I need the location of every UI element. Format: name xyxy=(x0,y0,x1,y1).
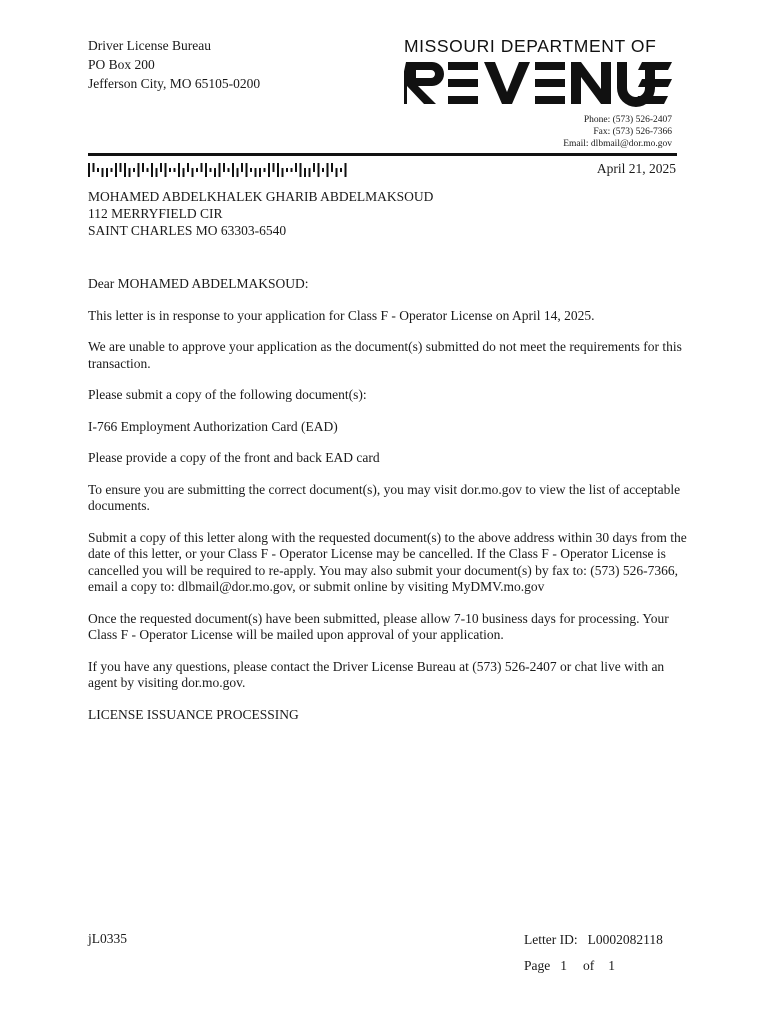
barcode-bar xyxy=(178,163,180,177)
barcode-bar xyxy=(120,163,122,172)
barcode-bar xyxy=(111,168,113,172)
barcode-bar xyxy=(97,168,99,172)
barcode-bar xyxy=(124,163,126,177)
agency-fax: Fax: (573) 526-7366 xyxy=(593,127,672,137)
barcode-bar xyxy=(331,163,333,172)
return-address-line3: Jefferson City, MO 65105-0200 xyxy=(88,76,261,91)
barcode-bar xyxy=(192,168,194,177)
barcode-bar xyxy=(214,168,216,177)
revenue-logo xyxy=(404,58,674,113)
barcode-bar xyxy=(133,168,135,172)
barcode-bar xyxy=(228,168,230,172)
page-of: of xyxy=(583,958,595,973)
letter-body xyxy=(88,276,688,738)
barcode-bar xyxy=(183,168,185,177)
agency-name: MISSOURI DEPARTMENT OF xyxy=(404,36,657,56)
barcode-bar xyxy=(88,163,90,177)
barcode-bar xyxy=(340,168,342,172)
letter-id-label: Letter ID: xyxy=(524,932,578,947)
barcode-bar xyxy=(102,168,104,177)
salutation: Dear MOHAMED ABDELMAKSOUD: xyxy=(88,276,309,291)
barcode-bar xyxy=(291,168,293,172)
barcode-bar xyxy=(160,163,162,172)
barcode-bar xyxy=(169,168,171,172)
barcode-bar xyxy=(282,168,284,177)
form-code: jL0335 xyxy=(88,931,127,946)
barcode-bar xyxy=(268,163,270,177)
body-paragraph-9: If you have any questions, please contact the Driver License Bureau at (573) 526-2407 or chat live with an agent by visiting dor.mo.gov. xyxy=(88,658,665,690)
barcode-bar xyxy=(156,168,158,177)
barcode-bar xyxy=(147,168,149,172)
body-paragraph-7: Submit a copy of this letter along with the requested document(s) to the above address within 30 days from the date of this letter, or your Class F - Operator License may be cancelled. If the Class F - Operator License is cancelled you will be required to re-apply. You may also submit your document(s) by fax to: (573) 526-7366, email a copy to: dlbmail@dor.mo.gov, or submit online by visiting MyDMV.mo.gov xyxy=(88,529,687,594)
body-paragraph-2: We are unable to approve your application as the document(s) submitted do not meet the requirements for this transaction. xyxy=(88,339,682,371)
letter-id xyxy=(524,932,663,948)
barcode-bar xyxy=(273,163,275,172)
barcode-bar xyxy=(115,163,117,177)
body-paragraph-6: To ensure you are submitting the correct document(s), you may visit dor.mo.gov to view the list of acceptable documents. xyxy=(88,481,681,513)
barcode-bar xyxy=(223,163,225,172)
barcode-bar xyxy=(309,168,311,177)
barcode-bar xyxy=(264,168,266,172)
barcode-bar xyxy=(318,163,320,177)
barcode-bar xyxy=(300,163,302,177)
barcode-bar xyxy=(295,163,297,172)
barcode-bar xyxy=(255,168,257,177)
barcode-bar xyxy=(151,163,153,177)
return-address-line2: PO Box 200 xyxy=(88,57,155,72)
barcode-bar xyxy=(345,163,347,177)
recipient-street: 112 MERRYFIELD CIR xyxy=(88,206,223,221)
barcode-bar xyxy=(129,168,131,177)
page-number xyxy=(524,958,615,974)
barcode-bar xyxy=(210,168,212,172)
barcode-bar xyxy=(322,168,324,172)
barcode-bar xyxy=(138,163,140,177)
body-paragraph-5: Please provide a copy of the front and back EAD card xyxy=(88,450,380,465)
barcode-bar xyxy=(142,163,144,172)
barcode-bar xyxy=(259,168,261,177)
letter-date: April 21, 2025 xyxy=(596,161,676,176)
recipient-address xyxy=(88,188,433,239)
postal-barcode xyxy=(88,163,353,182)
page-label: Page xyxy=(524,958,551,973)
barcode-bar xyxy=(304,168,306,177)
body-paragraph-3: Please submit a copy of the following document(s): xyxy=(88,387,367,402)
barcode-bar xyxy=(286,168,288,172)
letter-id-value: L0002082118 xyxy=(587,932,663,947)
page-current: 1 xyxy=(560,958,567,973)
barcode-bar xyxy=(196,168,198,172)
agency-contact xyxy=(563,114,672,150)
barcode-bar xyxy=(327,163,329,177)
recipient-name: MOHAMED ABDELKHALEK GHARIB ABDELMAKSOUD xyxy=(88,189,434,204)
header-divider xyxy=(88,153,677,156)
barcode-bar xyxy=(277,163,279,177)
barcode-bar xyxy=(313,163,315,172)
return-address-line1: Driver License Bureau xyxy=(88,38,211,53)
required-document: I-766 Employment Authorization Card (EAD) xyxy=(88,418,338,434)
recipient-city: SAINT CHARLES MO 63303-6540 xyxy=(88,223,287,238)
return-address xyxy=(88,36,260,93)
barcode-bar xyxy=(237,168,239,177)
barcode-bar xyxy=(106,168,108,177)
barcode-bar xyxy=(187,163,189,172)
agency-phone: Phone: (573) 526-2407 xyxy=(583,115,672,125)
barcode-bar xyxy=(336,168,338,177)
barcode-bar xyxy=(93,163,95,172)
body-paragraph-1: This letter is in response to your application for Class F - Operator License on April 14, 2025. xyxy=(88,307,595,323)
barcode-bar xyxy=(201,163,203,172)
barcode-bar xyxy=(165,163,167,177)
agency-email: Email: dlbmail@dor.mo.gov xyxy=(563,139,672,149)
barcode-bar xyxy=(219,163,221,177)
barcode-bar xyxy=(232,163,234,177)
barcode-bar xyxy=(246,163,248,177)
page-total: 1 xyxy=(608,958,615,973)
signoff: LICENSE ISSUANCE PROCESSING xyxy=(88,706,299,722)
barcode-bar xyxy=(174,168,176,172)
barcode-bar xyxy=(250,168,252,172)
barcode-bar xyxy=(205,163,207,177)
body-paragraph-8: Once the requested document(s) have been submitted, please allow 7-10 business days for processing. Your Class F - Operator License will be mailed upon approval of your application. xyxy=(88,610,669,642)
barcode-bar xyxy=(241,163,243,172)
